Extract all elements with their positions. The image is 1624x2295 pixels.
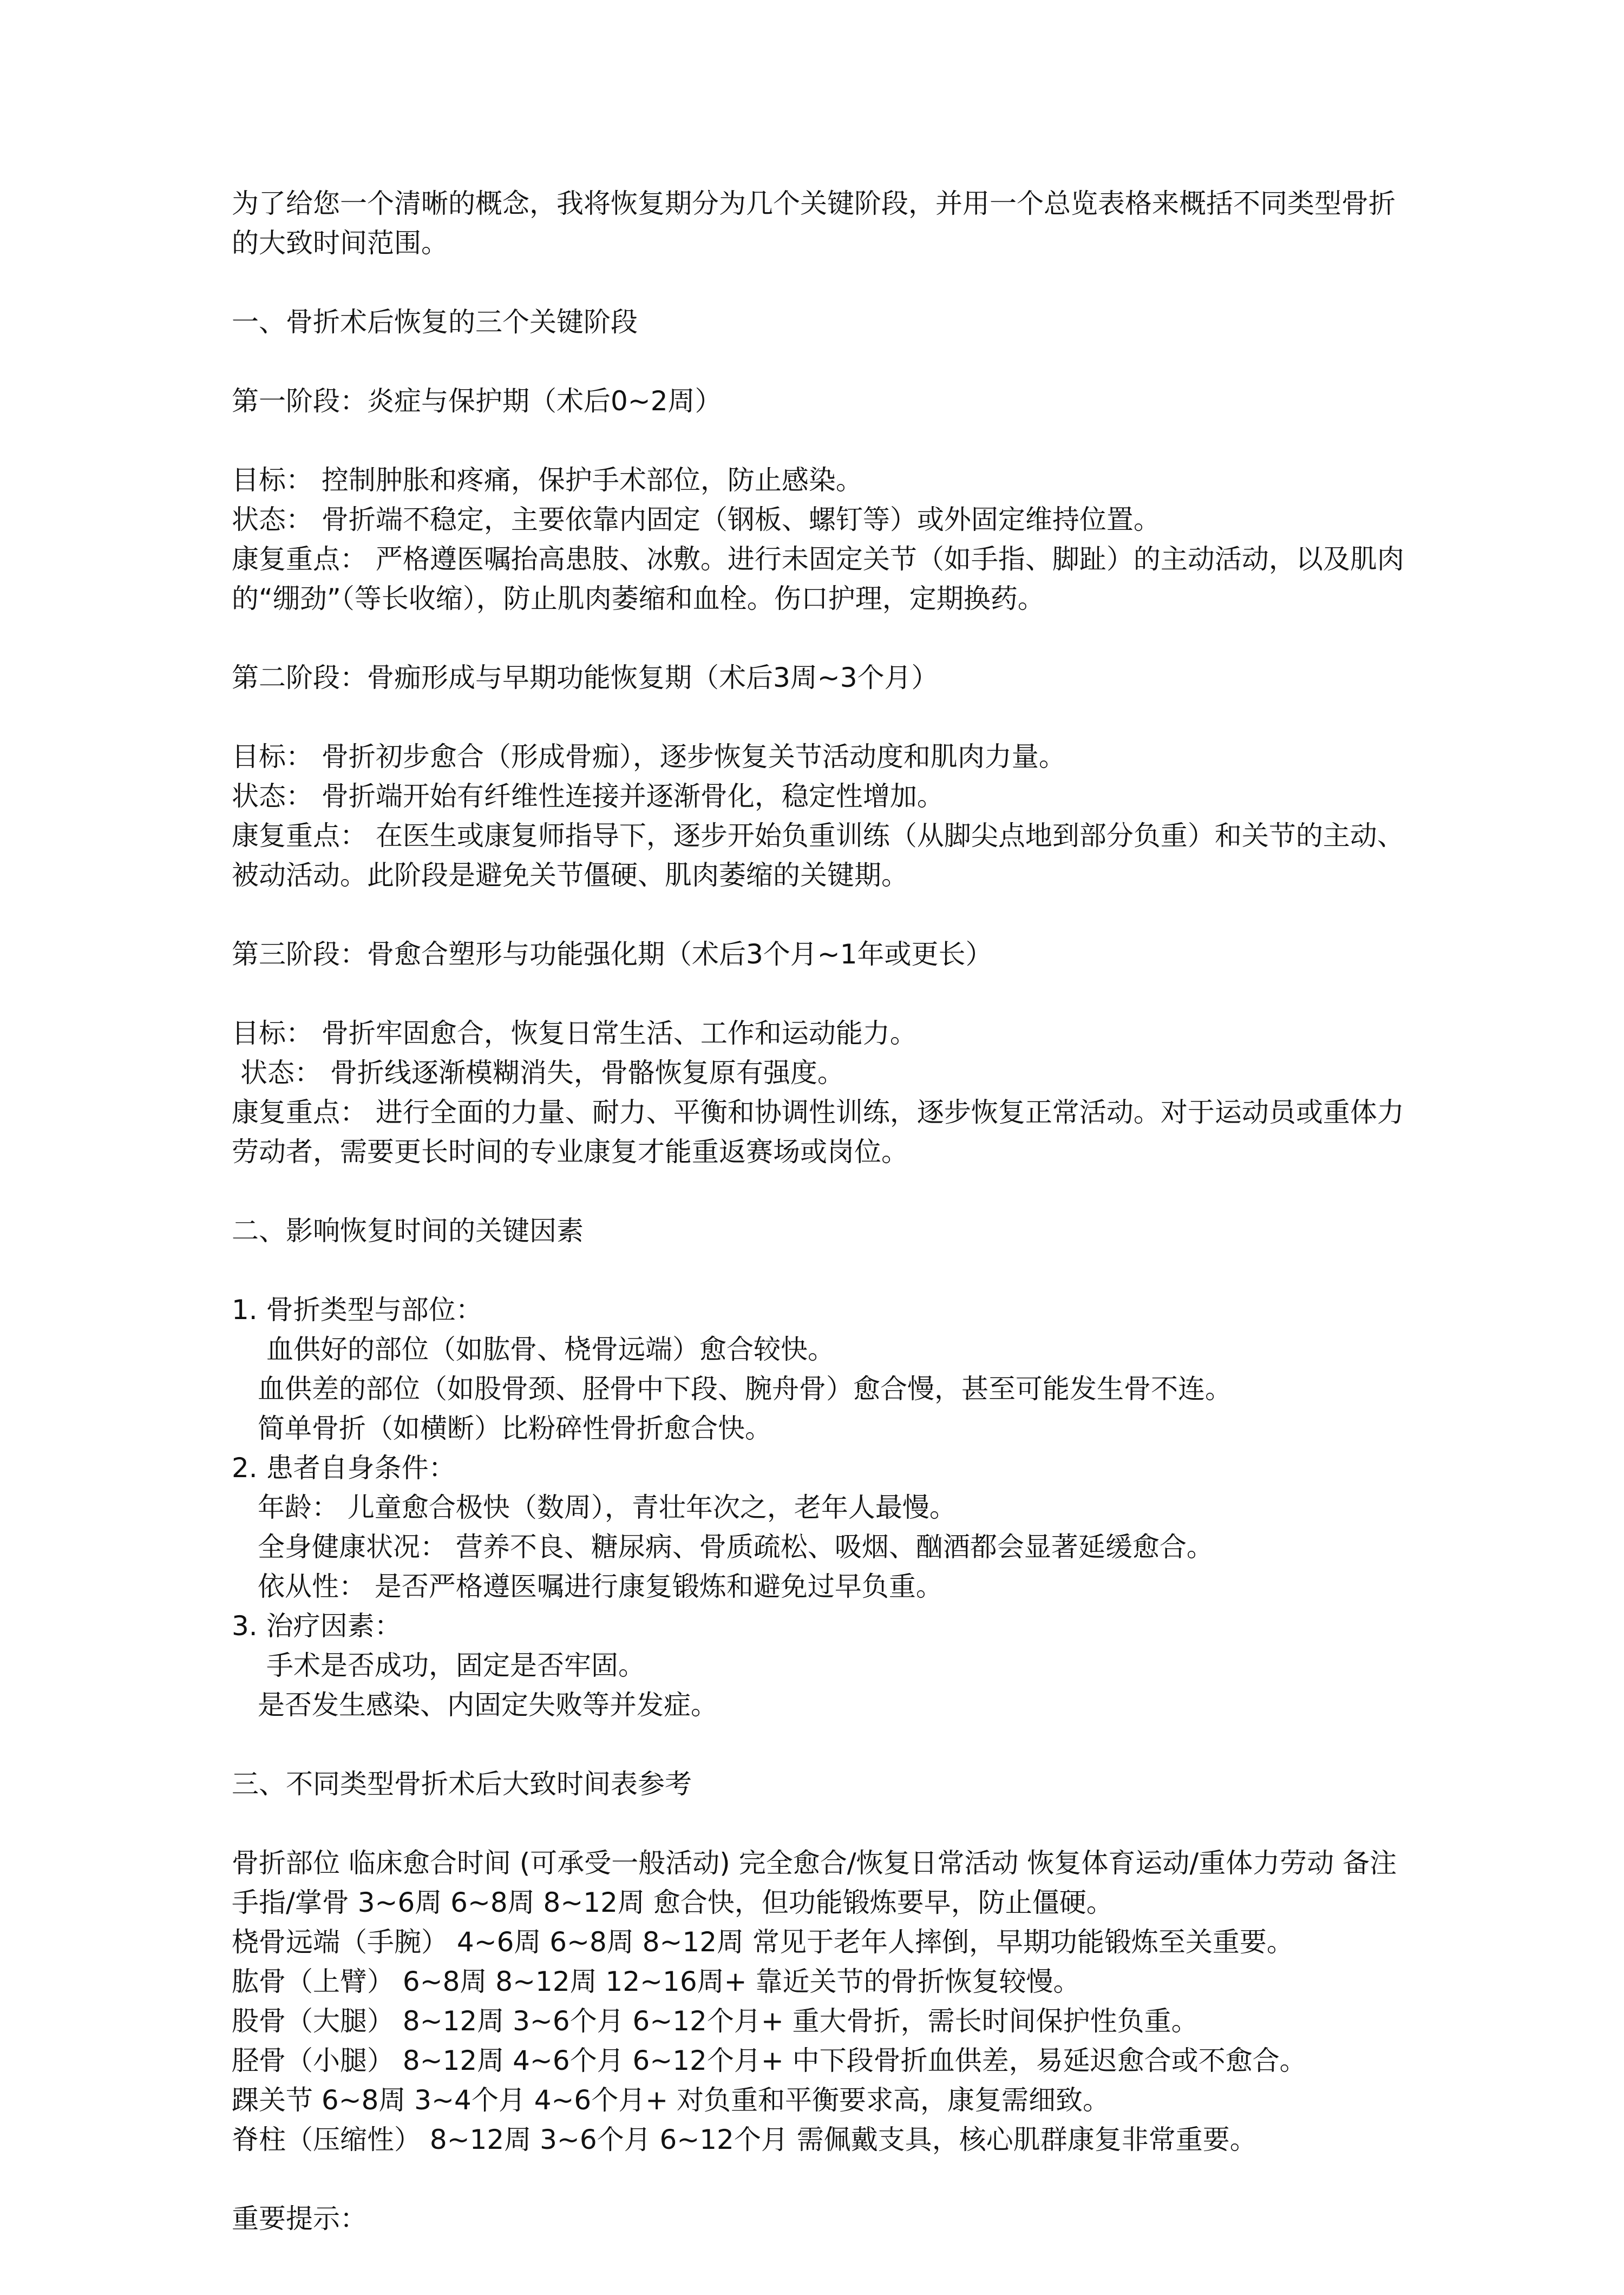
intro-paragraph: 为了给您一个清晰的概念，我将恢复期分为几个关键阶段，并用一个总览表格来概括不同类型骨折的大致时间范围。 (232, 188, 1396, 259)
timetable-row: 脊柱（压缩性） 8~12周 3~6个月 6~12个月 需佩戴支具，核心肌群康复非常重要。 (232, 2124, 1257, 2155)
factor3-item: 是否发生感染、内固定失败等并发症。 (258, 1689, 718, 1721)
timetable-row: 股骨（大腿） 8~12周 3~6个月 6~12个月+ 重大骨折，需长时间保护性负重。 (232, 2005, 1199, 2037)
stage2-goal: 目标： 骨折初步愈合（形成骨痂），逐步恢复关节活动度和肌肉力量。 (232, 741, 1066, 772)
timetable-row: 胫骨（小腿） 8~12周 4~6个月 6~12个月+ 中下段骨折血供差，易延迟愈合或不愈合。 (232, 2045, 1307, 2076)
spacer (232, 619, 1412, 658)
stage2-title: 第二阶段：骨痂形成与早期功能恢复期（术后3周~3个月） (232, 662, 939, 693)
spacer (232, 1725, 1412, 1765)
factor2-item: 年龄： 儿童愈合极快（数周），青壮年次之，老年人最慢。 (258, 1492, 957, 1523)
spacer (232, 1251, 1412, 1290)
timetable-row: 肱骨（上臂） 6~8周 8~12周 12~16周+ 靠近关节的骨折恢复较慢。 (232, 1966, 1081, 1997)
spacer (232, 2160, 1412, 2199)
timetable-row: 踝关节 6~8周 3~4个月 4~6个月+ 对负重和平衡要求高，康复需细致。 (232, 2084, 1110, 2116)
factor1-item: 血供差的部位（如股骨颈、胫骨中下段、腕舟骨）愈合慢，甚至可能发生骨不连。 (258, 1373, 1232, 1405)
stage3-goal: 目标： 骨折牢固愈合，恢复日常生活、工作和运动能力。 (232, 1018, 917, 1049)
stage3-title: 第三阶段：骨愈合塑形与功能强化期（术后3个月~1年或更长） (232, 939, 993, 970)
spacer (232, 1804, 1412, 1844)
important-tip-heading: 重要提示： (232, 2203, 367, 2234)
section2-heading: 二、影响恢复时间的关键因素 (232, 1215, 584, 1247)
factor3-item: 手术是否成功，固定是否牢固。 (266, 1650, 645, 1681)
stage3-state: 状态： 骨折线逐渐模糊消失，骨骼恢复原有强度。 (240, 1057, 844, 1089)
spacer (232, 342, 1412, 382)
timetable-header: 骨折部位 临床愈合时间 (可承受一般活动) 完全愈合/恢复日常活动 恢复体育运动/重体力劳动 备注 (232, 1847, 1397, 1879)
spacer (232, 974, 1412, 1014)
timetable-row: 桡骨远端（手腕） 4~6周 6~8周 8~12周 常见于老年人摔倒，早期功能锻炼至关重要。 (232, 1926, 1294, 1958)
timetable-row: 手指/掌骨 3~6周 6~8周 8~12周 愈合快，但功能锻炼要早，防止僵硬。 (232, 1887, 1114, 1918)
section1-heading: 一、骨折术后恢复的三个关键阶段 (232, 306, 638, 338)
stage2-state: 状态： 骨折端开始有纤维性连接并逐渐骨化，稳定性增加。 (232, 781, 944, 812)
stage1-goal: 目标： 控制肿胀和疼痛，保护手术部位，防止感染。 (232, 464, 863, 496)
spacer (232, 263, 1412, 303)
spacer (232, 895, 1412, 935)
section3-heading: 三、不同类型骨折术后大致时间表参考 (232, 1768, 692, 1800)
factor2-item: 全身健康状况： 营养不良、糖尿病、骨质疏松、吸烟、酗酒都会显著延缓愈合。 (258, 1531, 1214, 1563)
spacer (232, 698, 1412, 737)
document-body (232, 184, 1412, 2239)
spacer (232, 421, 1412, 461)
factor2-item: 依从性： 是否严格遵医嘱进行康复锻炼和避免过早负重。 (258, 1571, 943, 1602)
factor1-item: 简单骨折（如横断）比粉碎性骨折愈合快。 (258, 1413, 772, 1444)
stage2-focus: 康复重点： 在医生或康复师指导下，逐步开始负重训练（从脚尖点地到部分负重）和关节的主动、被动活动。此阶段是避免关节僵硬、肌肉萎缩的关键期。 (232, 820, 1404, 891)
factor3-title: 3. 治疗因素： (232, 1610, 402, 1642)
stage1-focus: 康复重点： 严格遵医嘱抬高患肢、冰敷。进行未固定关节（如手指、脚趾）的主动活动，以及肌肉的“绷劲”（等长收缩），防止肌肉萎缩和血栓。伤口护理，定期换药。 (232, 543, 1404, 614)
factor1-title: 1. 骨折类型与部位： (232, 1294, 483, 1326)
factor1-item: 血供好的部位（如肱骨、桡骨远端）愈合较快。 (266, 1334, 835, 1365)
factor2-title: 2. 患者自身条件： (232, 1452, 456, 1484)
spacer (232, 1172, 1412, 1211)
stage1-title: 第一阶段：炎症与保护期（术后0~2周） (232, 385, 722, 417)
stage1-state: 状态： 骨折端不稳定，主要依靠内固定（钢板、螺钉等）或外固定维持位置。 (232, 504, 1161, 535)
stage3-focus: 康复重点： 进行全面的力量、耐力、平衡和协调性训练，逐步恢复正常活动。对于运动员或重体力劳动者，需要更长时间的专业康复才能重返赛场或岗位。 (232, 1097, 1404, 1168)
